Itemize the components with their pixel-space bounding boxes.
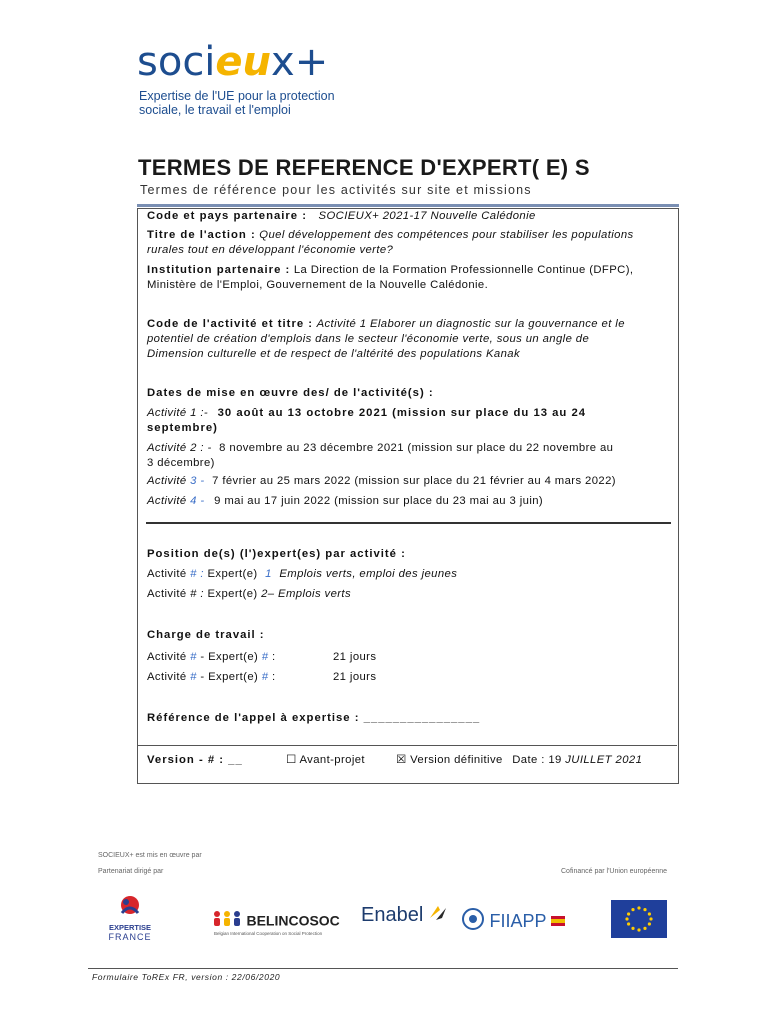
- belincosoc-logo: BELINCOSOC Belgian International Cooperation on Social Protection: [212, 910, 340, 936]
- code-row: Code et pays partenaire : SOCIEUX+ 2021-17 Nouvelle Calédonie: [147, 210, 536, 222]
- enabel-mark-icon: [428, 904, 448, 929]
- enabel-logo: Enabel: [361, 904, 448, 929]
- date-activite-3: Activité 3 - 7 février au 25 mars 2022 (mission sur place du 21 février au 4 mars 2022): [147, 475, 616, 487]
- charge-days-1: 21 jours: [333, 651, 377, 663]
- charge-heading: Charge de travail :: [147, 629, 265, 641]
- checkbox-checked-icon[interactable]: ☒: [396, 754, 407, 766]
- date-activite-4: Activité 4 - 9 mai au 17 juin 2022 (mission sur place du 23 mai au 3 juin): [147, 495, 544, 507]
- institution-row: Institution partenaire : La Direction de la Formation Professionnelle Continue (DFPC), Ministère de l'Emploi, Gouvernement de la Nouvelle Calédonie.: [147, 264, 634, 291]
- page-subtitle: Termes de référence pour les activités sur site et missions: [140, 183, 532, 197]
- mis-en-oeuvre-label: SOCIEUX+ est mis en œuvre par: [98, 852, 202, 859]
- section-separator: [146, 522, 671, 524]
- charge-row-2: Activité # - Expert(e) # :: [147, 671, 276, 683]
- cofinance-label: Cofinancé par l'Union européenne: [561, 868, 668, 875]
- charge-row-1: Activité # - Expert(e) # :: [147, 651, 276, 663]
- version-definitive-option[interactable]: ☒ Version définitive Date : 19 JUILLET 2021: [396, 754, 643, 766]
- checkbox-empty-icon[interactable]: ☐: [286, 754, 297, 766]
- version-label: Version - # : __: [147, 754, 243, 766]
- titre-row: Titre de l'action : Quel développement des compétences pour stabiliser les populations rurales tout en développant l'économie verte?: [147, 229, 634, 256]
- position-row-1: Activité # : Expert(e) 1 Emplois verts, emploi des jeunes: [147, 568, 458, 580]
- version-divider: [138, 745, 677, 746]
- expertise-france-icon: [100, 893, 160, 919]
- socieux-logo: socieux+: [137, 39, 329, 85]
- logo-tagline: Expertise de l'UE pour la protection sociale, le travail et l'emploi: [139, 89, 335, 117]
- fiiapp-logo: FIIAPP: [461, 907, 565, 936]
- activite-row: Code de l'activité et titre : Activité 1 Elaborer un diagnostic sur la gouvernance et le potentiel de création d'emplois dans le secteur l'économie verte, sous un angle de Dimension culturelle et de respect de l'altérité des populations Kanak: [147, 318, 625, 360]
- expertise-france-logo: EXPERTISE FRANCE: [100, 893, 160, 943]
- page-title: TERMES DE REFERENCE D'EXPERT( E) S: [138, 155, 590, 180]
- dates-heading: Dates de mise en œuvre des/ de l'activité(s) :: [147, 387, 434, 399]
- position-heading: Position de(s) (l')expert(es) par activité :: [147, 548, 406, 560]
- footer-divider: [88, 968, 678, 969]
- eu-flag-logo: [611, 900, 667, 943]
- fiiapp-globe-icon: [461, 907, 485, 936]
- position-row-2: Activité # : Expert(e) 2– Emplois verts: [147, 588, 352, 600]
- spain-flag-icon: [551, 913, 565, 931]
- reference-row: Référence de l'appel à expertise : ________________: [147, 712, 481, 724]
- date-activite-1: Activité 1 :- 30 août au 13 octobre 2021 (mission sur place du 13 au 24 septembre): [147, 407, 587, 434]
- title-divider: [137, 204, 679, 207]
- partenariat-label: Partenariat dirigé par: [98, 868, 164, 875]
- date-activite-2: Activité 2 : - 8 novembre au 23 décembre 2021 (mission sur place du 22 novembre au 3 décembre): [147, 442, 614, 469]
- eu-flag-icon: [611, 900, 667, 938]
- form-version-note: Formulaire ToREx FR, version : 22/06/2020: [92, 972, 281, 982]
- belincosoc-people-icon: [212, 910, 242, 931]
- charge-days-2: 21 jours: [333, 671, 377, 683]
- avant-projet-option[interactable]: ☐ Avant-projet: [286, 754, 365, 766]
